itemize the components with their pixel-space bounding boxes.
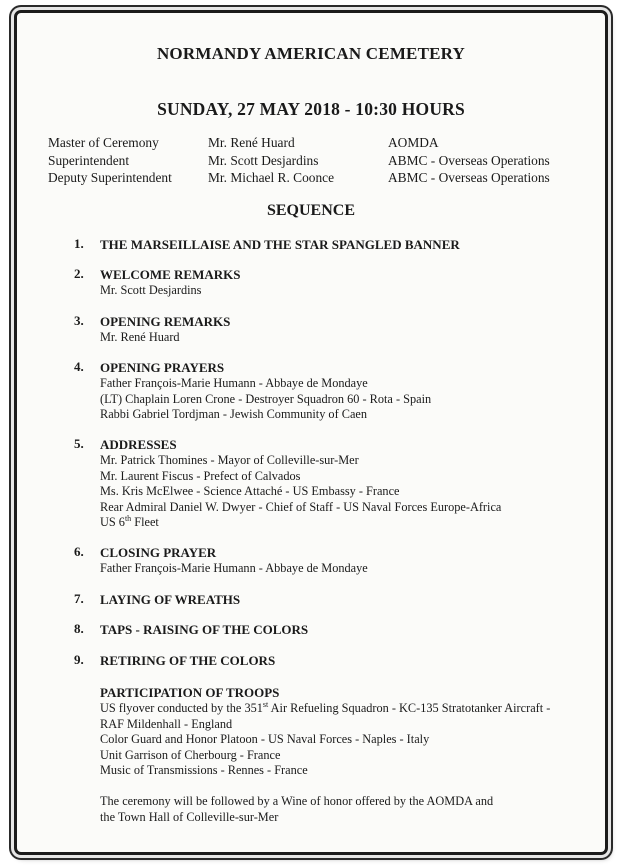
item-heading: WELCOME REMARKS [100, 267, 241, 282]
item-line: Father François-Marie Humann - Abbaye de Mondaye [100, 561, 368, 575]
official-role: Superintendent [48, 152, 130, 168]
item-number: 6. [74, 544, 84, 559]
item-line: Rear Admiral Daniel W. Dwyer - Chief of Staff - US Naval Forces Europe-Africa [100, 499, 502, 514]
item-line: Rabbi Gabriel Tordjman - Jewish Community of Caen [100, 407, 368, 422]
item-number: 5. [74, 436, 84, 451]
official-org: ABMC - Overseas Operations [388, 170, 550, 186]
item-number: 4. [74, 359, 84, 374]
troops-line: Color Guard and Honor Platoon - US Naval Forces - Naples - Italy [100, 732, 430, 747]
official-org: AOMDA [388, 135, 439, 150]
item-heading: RETIRING OF THE COLORS [100, 653, 276, 668]
fleet-line: US 6th Fleet [100, 514, 159, 530]
troops-line: RAF Mildenhall - England [100, 716, 233, 731]
closing-line: the Town Hall of Colleville-sur-Mer [100, 809, 279, 824]
item-line: Ms. Kris McElwee - Science Attaché - US Embassy - France [100, 484, 400, 499]
item-number: 3. [74, 313, 84, 328]
official-role: Master of Ceremony [48, 135, 159, 150]
item-heading: CLOSING PRAYER [100, 545, 217, 560]
officials-list [48, 134, 550, 187]
item-number: 9. [74, 652, 84, 667]
closing-line: The ceremony will be followed by a Wine of honor offered by the AOMDA and [100, 794, 494, 808]
cemetery-title: NORMANDY AMERICAN CEMETERY [156, 44, 466, 63]
official-name: Mr. Scott Desjardins [208, 152, 319, 168]
date-line: SUNDAY, 27 MAY 2018 - 10:30 HOURS [157, 99, 465, 119]
item-line: Mr. Scott Desjardins [100, 283, 202, 297]
official-org: ABMC - Overseas Operations [388, 152, 550, 168]
item-line: (LT) Chaplain Loren Crone - Destroyer Squadron 60 - Rota - Spain [100, 391, 432, 406]
flyover-line: US flyover conducted by the 351st Air Refueling Squadron - KC-135 Stratotanker Aircraft - [100, 699, 551, 715]
item-heading: ADDRESSES [100, 437, 177, 452]
item-heading: OPENING PRAYERS [100, 360, 225, 375]
closing-note [100, 794, 600, 825]
troops-line: Music of Transmissions - Rennes - France [100, 763, 308, 778]
sequence-title: SEQUENCE [266, 202, 356, 219]
item-line: Mr. René Huard [100, 330, 180, 344]
item-number: 8. [74, 621, 84, 636]
item-line: Mr. Laurent Fiscus - Prefect of Calvados [100, 468, 301, 483]
official-row [48, 134, 550, 152]
item-line: Father François-Marie Humann - Abbaye de Mondaye [100, 376, 368, 390]
item-heading: LAYING OF WREATHS [100, 592, 241, 607]
item-heading: TAPS - RAISING OF THE COLORS [100, 622, 309, 637]
troops-heading: PARTICIPATION OF TROOPS [100, 685, 280, 700]
item-heading: THE MARSEILLAISE AND THE STAR SPANGLED BANNER [100, 237, 460, 252]
troops-section [100, 684, 610, 779]
official-name: Mr. Michael R. Coonce [208, 170, 335, 186]
official-row [48, 152, 550, 170]
official-row [48, 169, 550, 187]
troops-line: Unit Garrison of Cherbourg - France [100, 747, 281, 762]
official-name: Mr. René Huard [208, 135, 295, 150]
item-number: 1. [74, 236, 84, 251]
official-role: Deputy Superintendent [48, 170, 172, 186]
item-line: Mr. Patrick Thomines - Mayor of Colleville-sur-Mer [100, 453, 359, 467]
item-number: 2. [74, 266, 84, 281]
item-heading: OPENING REMARKS [100, 314, 231, 329]
item-number: 7. [74, 591, 84, 606]
